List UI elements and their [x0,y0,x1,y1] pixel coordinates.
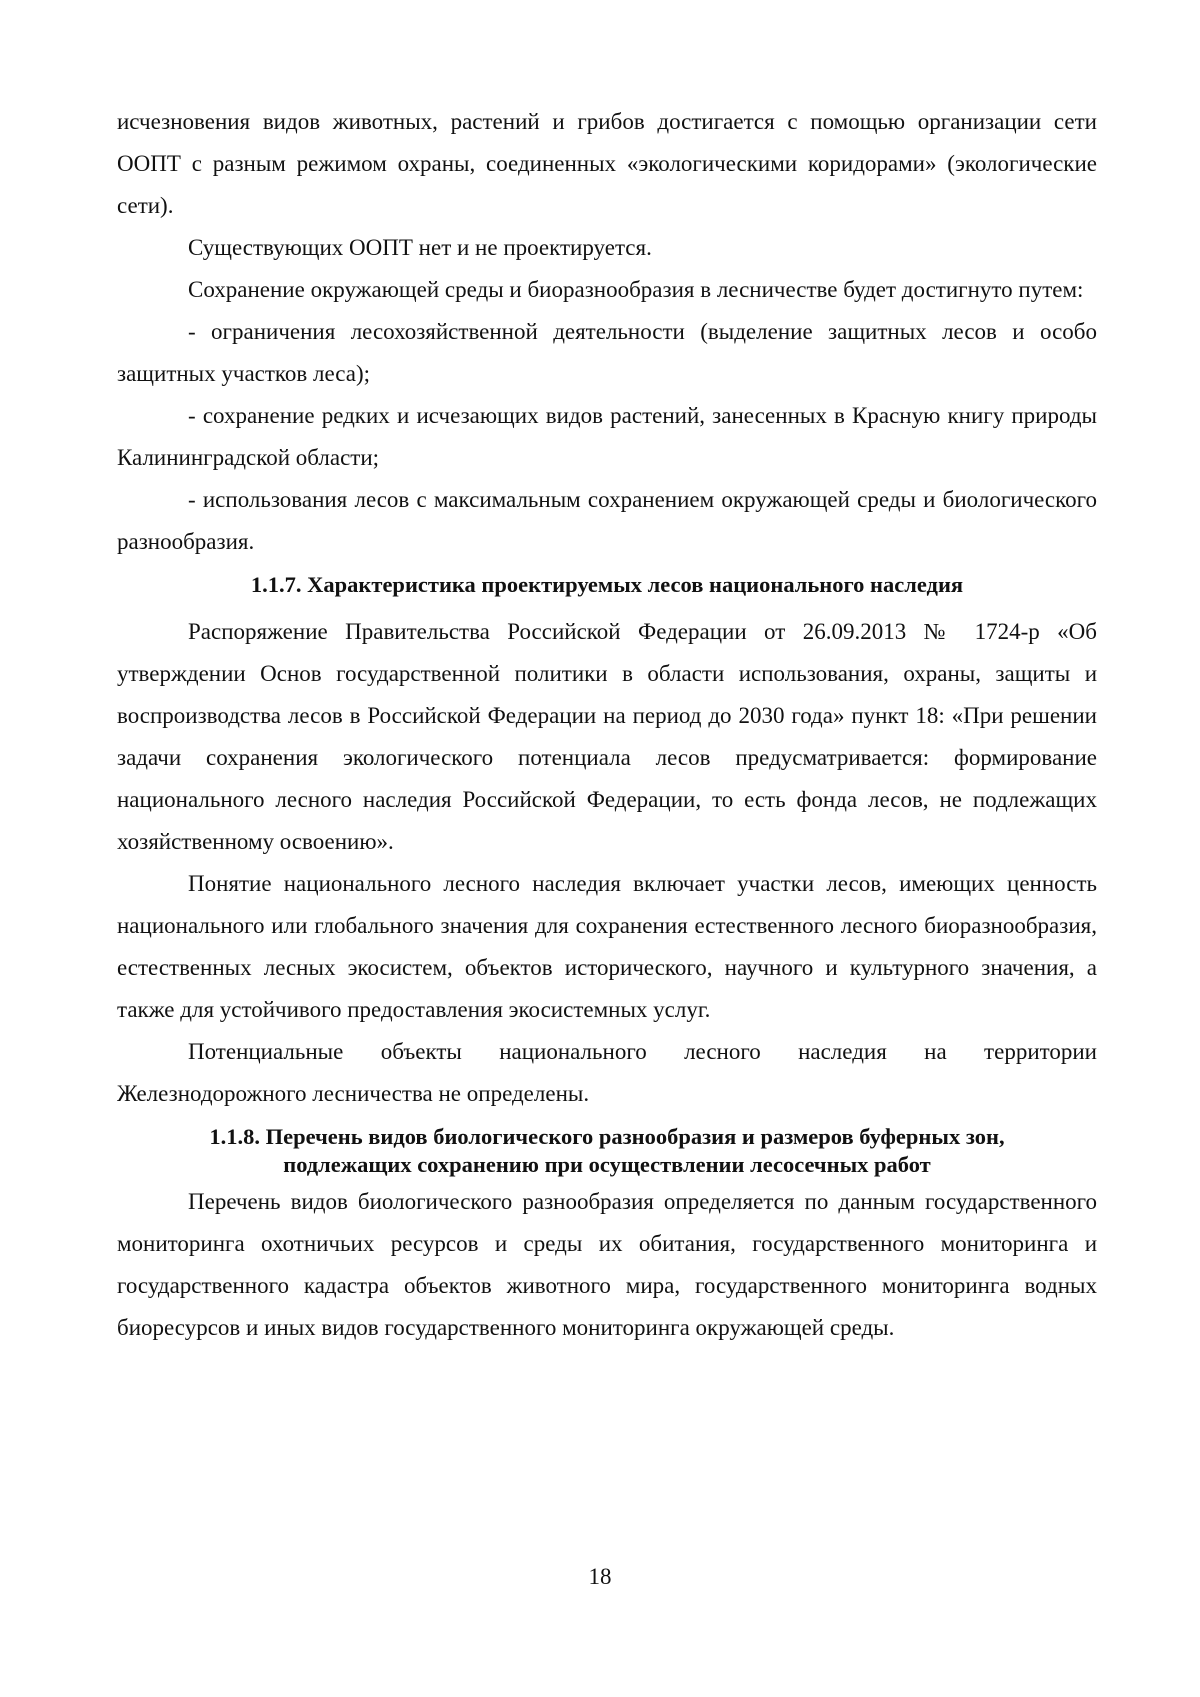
list-item-restrictions: - ограничения лесохозяйственной деятельности (выделение защитных лесов и особо защитных участков леса); [117,319,1097,386]
section-heading-1-1-7: 1.1.7. Характеристика проектируемых лесов национального наследия [250,572,964,597]
section-heading-1-1-8-line2: подлежащих сохранению при осуществлении лесосечных работ [283,1152,931,1177]
list-item-forest-use: - использования лесов с максимальным сохранением окружающей среды и биологического разнообразия. [117,487,1097,554]
paragraph-preservation-intro: Сохранение окружающей среды и биоразнообразия в лесничестве будет достигнуто путем: [188,277,1084,302]
paragraph-oopt: Существующих ООПТ нет и не проектируется. [188,235,652,260]
paragraph-government-order: Распоряжение Правительства Российской Федерации от 26.09.2013 № 1724-р «Об утверждении Основ государственной политики в области использования, охраны, защиты и воспроизводства лесов в Российской Федерации на период до 2030 года» пункт 18: «При решении задачи сохранения экологического потенциала лесов предусматривается: формирование национального лесного наследия Российской Федерации, то есть фонда лесов, не подлежащих хозяйственному освоению». [117,619,1097,854]
page-content [117,101,1097,1349]
list-item-rare-species: - сохранение редких и исчезающих видов растений, занесенных в Красную книгу природы Калининградской области; [117,403,1097,470]
paragraph-potential-objects: Потенциальные объекты национального лесного наследия на территории Железнодорожного лесничества не определены. [117,1039,1097,1106]
paragraph-biodiversity-list: Перечень видов биологического разнообразия определяется по данным государственного мониторинга охотничьих ресурсов и среды их обитания, государственного мониторинга и государственного кадастра объектов животного мира, государственного мониторинга водных биоресурсов и иных видов государственного мониторинга окружающей среды. [117,1189,1097,1340]
section-heading-1-1-8-line1: 1.1.8. Перечень видов биологического разнообразия и размеров буферных зон, [209,1124,1005,1149]
section-heading-1-1-8 [117,1123,1097,1179]
paragraph-continuation: исчезновения видов животных, растений и грибов достигается с помощью организации сети ООПТ с разным режимом охраны, соединенных «экологическими коридорами» (экологические сети). [117,109,1097,218]
page-number: 18 [588,1564,612,1589]
paragraph-national-heritage-concept: Понятие национального лесного наследия включает участки лесов, имеющих ценность национального или глобального значения для сохранения естественного лесного биоразнообразия, естественных лесных экосистем, объектов исторического, научного и культурного значения, а также для устойчивого предоставления экосистемных услуг. [117,871,1097,1022]
